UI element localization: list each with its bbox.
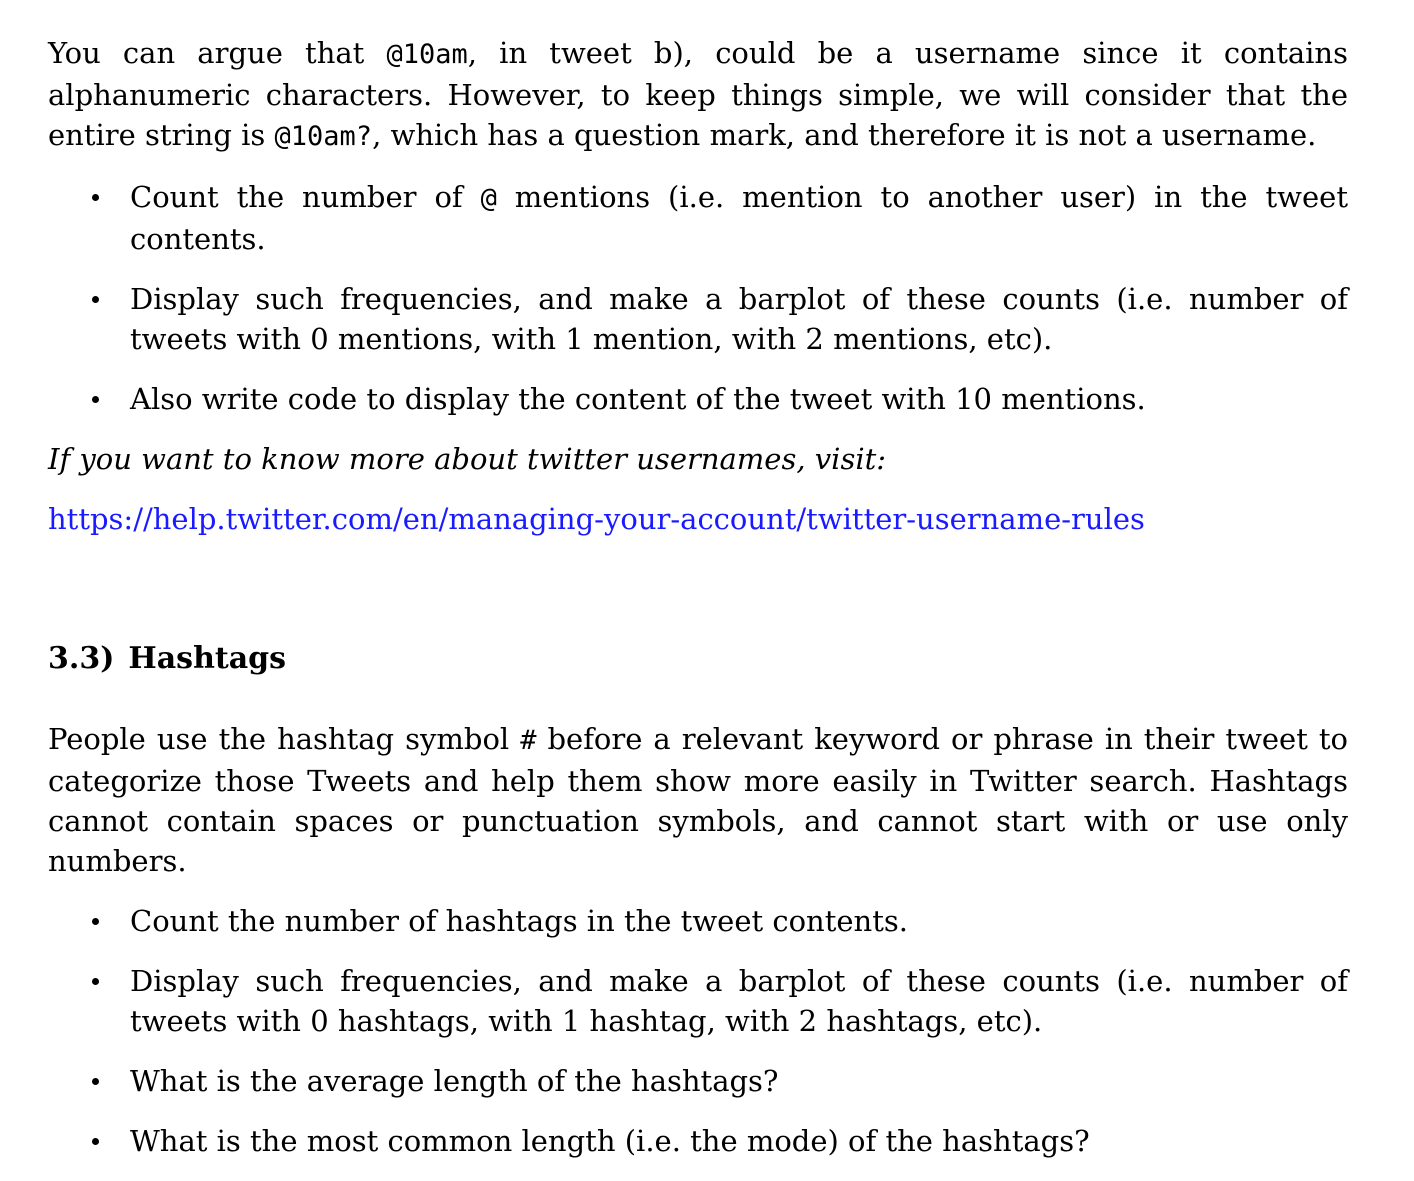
inline-code-at: @ [480, 183, 497, 214]
bullet-icon [92, 396, 99, 403]
intro-text-1: You can argue that [48, 36, 387, 70]
bullet-icon [92, 1138, 99, 1145]
section-heading [48, 639, 1348, 679]
hashtags-paragraph [48, 719, 1348, 881]
bullet-icon [92, 978, 99, 985]
mentions-task-list [48, 177, 1348, 419]
hashtags-task-list [48, 901, 1348, 1161]
section-number: 3.3) [48, 641, 115, 676]
mention-task-text-1: Count the number of [130, 180, 481, 214]
inline-code-10am: @10am [386, 39, 468, 70]
bullet-icon [92, 1078, 99, 1085]
username-note: If you want to know more about twitter usernames, visit: [48, 442, 887, 476]
mention-task-barplot: Display such frequencies, and make a barplot of these counts (i.e. number of tweets with 0 mentions, with 1 mention, with 2 mentions, etc). [130, 282, 1348, 356]
hashtag-task-barplot: Display such frequencies, and make a barplot of these counts (i.e. number of tweets with 0 hashtags, with 1 hashtag, with 2 hashtags, etc). [130, 964, 1348, 1038]
twitter-username-rules-link[interactable]: https://help.twitter.com/en/managing-your-account/twitter-username-rules [48, 502, 1145, 536]
bullet-icon [92, 918, 99, 925]
list-item [48, 1121, 1348, 1161]
list-item [48, 1061, 1348, 1101]
list-item [48, 379, 1348, 419]
bullet-icon [92, 296, 99, 303]
list-item [48, 901, 1348, 941]
list-item [48, 177, 1348, 259]
hashtag-task-average: What is the average length of the hashtags? [130, 1064, 779, 1098]
hashtag-task-count: Count the number of hashtags in the tweet contents. [130, 904, 908, 938]
hashtag-task-mode: What is the most common length (i.e. the mode) of the hashtags? [130, 1124, 1090, 1158]
intro-text-3: , which has a question mark, and therefore it is not a username. [372, 118, 1317, 152]
list-item [48, 279, 1348, 359]
intro-text-2: , in tweet b), could be a username since it contains alphanumeric characters. However, to keep things simple, we will consider that the entire string is [48, 36, 1348, 152]
mention-task-text-2: mentions (i.e. mention to another user) in the tweet contents. [130, 180, 1348, 256]
list-item [48, 961, 1348, 1041]
document-page [48, 33, 1348, 1181]
bullet-icon [92, 194, 99, 201]
inline-code-10am-question: @10am? [274, 121, 373, 152]
inline-code-hash: # [520, 725, 537, 756]
mention-task-display: Also write code to display the content of the tweet with 10 mentions. [130, 382, 1146, 416]
section-title: Hashtags [128, 641, 287, 676]
hashtags-text-2: before a relevant keyword or phrase in their tweet to categorize those Tweets and help them show more easily in Twitter search. Hashtags cannot contain spaces or punctuation symbols, and cannot start with or use only numbers. [48, 722, 1348, 878]
intro-paragraph [48, 33, 1348, 157]
hashtags-text-1: People use the hashtag symbol [48, 722, 521, 756]
